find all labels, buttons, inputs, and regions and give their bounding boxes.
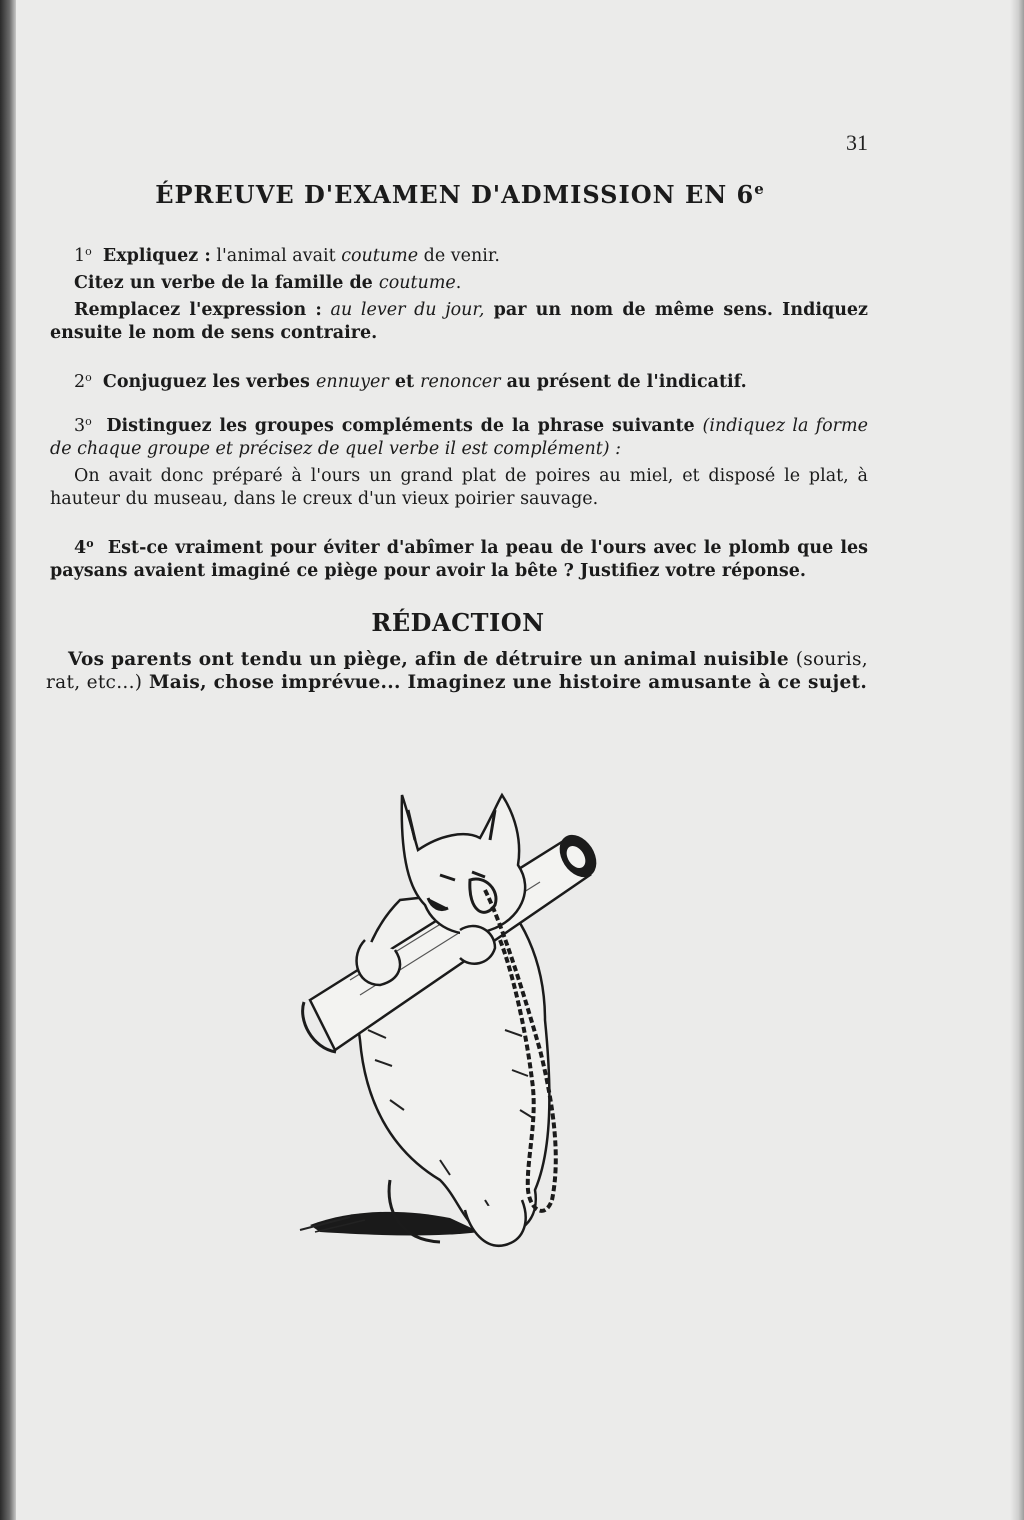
question-4-numeral: 4 bbox=[74, 538, 87, 558]
question-1-numeral: 1 bbox=[74, 246, 86, 266]
question-3-bold: Distinguez les groupes compléments de la phrase suivante bbox=[106, 416, 703, 436]
question-2-verb-2: renoncer bbox=[420, 372, 501, 392]
question-3-sentence: On avait donc préparé à l'ours un grand plat de poires au miel, et disposé le plat, à hauteur du museau, dans le creux d'un vieux poirier sauvage. bbox=[50, 466, 868, 509]
question-3 bbox=[50, 410, 868, 511]
question-3-numeral: 3 bbox=[74, 416, 86, 436]
question-2-number bbox=[74, 372, 92, 392]
question-3-instruction bbox=[50, 410, 868, 461]
book-spine-shadow bbox=[0, 0, 16, 1520]
question-1-text: l'animal avait bbox=[210, 246, 342, 266]
redaction-text bbox=[46, 648, 868, 694]
question-4-number bbox=[74, 538, 94, 558]
question-3-degree: o bbox=[85, 415, 92, 428]
question-1-line-1 bbox=[50, 240, 868, 268]
page-title-superscript: e bbox=[754, 180, 765, 198]
question-1-citez: Citez un verbe de la famille de bbox=[74, 273, 379, 293]
question-1-citez-italic: coutume bbox=[378, 273, 456, 293]
redaction-title: RÉDACTION bbox=[371, 608, 545, 637]
question-1-remplacez: Remplacez l'expression : bbox=[74, 300, 322, 320]
question-1-end: de venir. bbox=[418, 246, 500, 266]
redaction-examples: (souris, rat, etc...) bbox=[46, 649, 868, 693]
page-number: 31 bbox=[846, 130, 868, 155]
question-3-number bbox=[74, 416, 92, 436]
redaction-bold-2: Mais, chose imprévue... Imaginez une histoire amusante à ce sujet. bbox=[142, 672, 868, 693]
question-1-line-2 bbox=[50, 272, 868, 295]
question-2 bbox=[50, 366, 868, 394]
question-1-instruction: Expliquez : bbox=[102, 246, 211, 266]
page-title-text: ÉPREUVE D'EXAMEN D'ADMISSION EN 6 bbox=[155, 180, 755, 209]
redaction-prompt bbox=[46, 648, 868, 694]
question-2-line bbox=[50, 366, 868, 394]
question-1-remplacez-end: par un nom de même sens. Indiquez ensuite le nom de sens contraire. bbox=[50, 300, 868, 343]
question-1-line-3 bbox=[50, 299, 868, 345]
question-2-bold-2: et bbox=[388, 372, 421, 392]
question-2-degree: o bbox=[85, 371, 92, 384]
question-2-numeral: 2 bbox=[74, 372, 86, 392]
question-4 bbox=[50, 532, 868, 583]
question-1-degree: o bbox=[85, 245, 92, 258]
bear-with-log-illustration bbox=[290, 780, 630, 1320]
question-4-degree: o bbox=[86, 537, 94, 550]
question-4-text: Est-ce vraiment pour éviter d'abîmer la peau de l'ours avec le plomb que les paysans avaient imaginé ce piège pour avoir la bête ? Justifiez votre réponse. bbox=[50, 538, 868, 581]
question-2-bold-1: Conjuguez les verbes bbox=[102, 372, 316, 392]
question-1 bbox=[50, 240, 868, 345]
redaction-bold-1: Vos parents ont tendu un piège, afin de détruire un animal nuisible bbox=[68, 649, 796, 670]
page-edge-shadow bbox=[1010, 0, 1024, 1520]
question-2-bold-3: au présent de l'indicatif. bbox=[500, 372, 747, 392]
question-1-remplacez-italic: au lever du jour, bbox=[321, 300, 485, 320]
page-title bbox=[0, 180, 920, 209]
question-4-line bbox=[50, 532, 868, 583]
question-1-italic: coutume bbox=[341, 246, 419, 266]
question-1-number bbox=[74, 246, 92, 266]
question-2-verb-1: ennuyer bbox=[315, 372, 389, 392]
question-1-citez-end: . bbox=[455, 273, 462, 293]
question-3-italic: (indiquez la forme de chaque groupe et précisez de quel verbe il est complément) : bbox=[50, 416, 869, 459]
